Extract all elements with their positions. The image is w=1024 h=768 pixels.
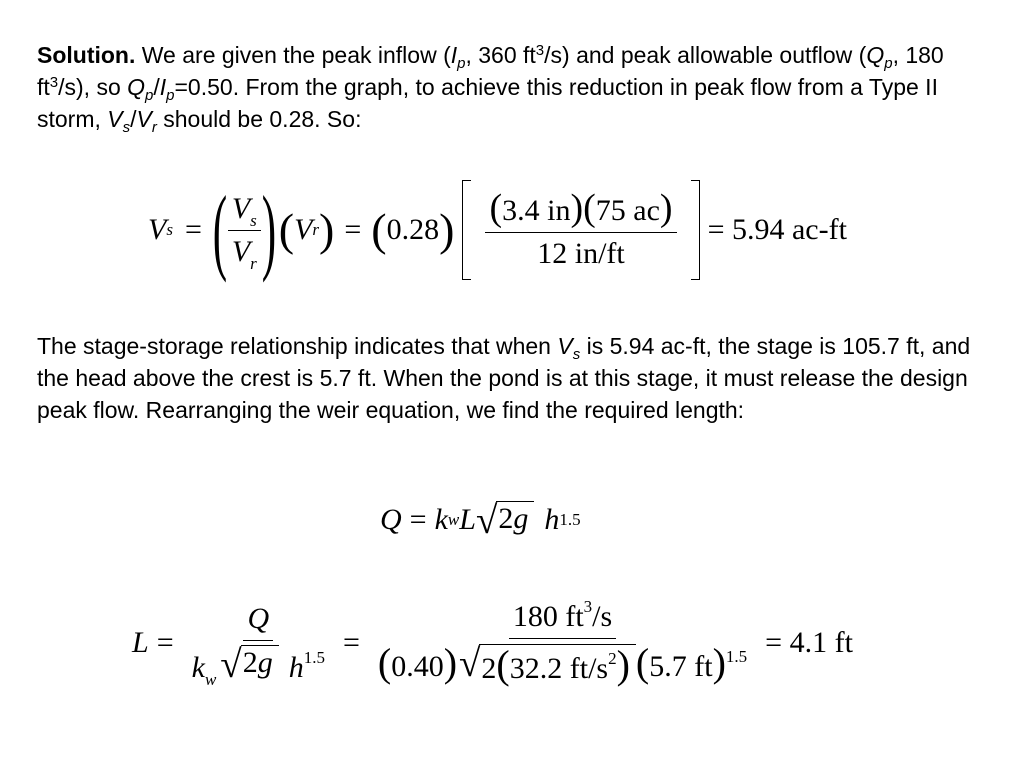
head-symbol: h — [544, 503, 560, 536]
equals-sign: = — [184, 213, 202, 246]
design-flow: 180 ft — [512, 600, 584, 633]
subscript-s: s — [122, 119, 131, 136]
symbol-i: I — [450, 42, 458, 68]
right-paren: ) — [261, 176, 276, 283]
left-paren: ( — [371, 204, 387, 255]
ratio-numerator-sub: s — [250, 210, 257, 230]
right-bracket — [691, 180, 700, 280]
exponent: 1.5 — [303, 647, 325, 667]
numeric-fraction: 180 $ft^3/s$ (0.40) √ 2(32.2 $ft/s^2$) (5.7 ft)$^{1.5}$ — [377, 597, 748, 687]
superscript-3: 3 — [535, 42, 545, 59]
text-segment: =0.50. From the graph, to achieve this reduction in peak flow from a Type II storm, — [37, 74, 938, 132]
text-segment: /s), so — [58, 74, 128, 100]
subscript-s: s — [572, 346, 581, 363]
symbol-q: Q — [127, 74, 146, 100]
slash: / — [130, 106, 137, 132]
length-equation — [132, 588, 853, 698]
head-value: 5.7 ft — [649, 650, 713, 683]
drainage-area: 75 ac — [595, 194, 660, 227]
text-segment: The stage-storage relationship indicates that when — [37, 333, 558, 359]
storage-volume-equation: V s = ( $\frac{V_s}{V_r}$ ) ( V r ) = ( 0.28 ) $\frac{(3.4 in)(75 ac)}{12 in/ft}$ = 5.94 ac-ft — [148, 176, 847, 283]
weir-coefficient: k — [434, 503, 448, 536]
eq1-lhs: V — [148, 213, 167, 246]
flow-symbol: Q — [243, 602, 273, 641]
text-segment: , 360 ft — [465, 42, 536, 68]
root-two: 2 — [481, 652, 497, 685]
weir-equation: Q = k w L √ 2g h 1.5 — [380, 498, 581, 542]
subscript-p: p — [884, 55, 893, 72]
solution-paragraph — [37, 39, 997, 135]
eq1-vr: V — [294, 213, 313, 246]
subscript-r: r — [151, 119, 157, 136]
weir-coefficient-value: 0.40 — [391, 650, 444, 683]
exponent: 1.5 — [725, 647, 748, 666]
equals-sign: = — [409, 503, 427, 536]
equals-sign: = — [156, 626, 174, 659]
ratio-value: 0.28 — [386, 213, 440, 246]
symbol-i: I — [159, 74, 167, 100]
symbol-v: V — [107, 106, 123, 132]
storage-result: = 5.94 ac-ft — [707, 213, 847, 246]
exponent: 2 — [608, 649, 617, 668]
slash: / — [153, 74, 160, 100]
ratio-fraction — [228, 191, 261, 273]
equals-sign: = — [344, 213, 362, 246]
length-symbol: L — [132, 626, 149, 659]
weir-coefficient: k — [191, 650, 205, 684]
symbol-v: V — [557, 333, 573, 359]
left-bracket — [462, 180, 471, 280]
text-segment: We are given the peak inflow ( — [135, 42, 451, 68]
gravity-symbol: g — [513, 501, 529, 535]
symbol-v: V — [136, 106, 152, 132]
text-segment: should be 0.28. So: — [156, 106, 362, 132]
text-segment: is 5.94 ac-ft, the stage is 105.7 ft, and the head above the crest is 5.7 ft. When the pond is at this stage, it must release the design peak flow. Rearranging the weir equation, we find the required length: — [37, 333, 971, 423]
flow-units: /s — [592, 600, 613, 633]
length-symbol: L — [459, 503, 476, 536]
subscript-p: p — [166, 87, 175, 104]
equals-sign: = — [342, 626, 360, 659]
subscript-p: p — [457, 55, 466, 72]
text-segment: , 180 ft — [37, 42, 944, 100]
root-two: 2 — [242, 645, 258, 679]
volume-fraction: $\frac{(3.4 in)(75 ac)}{12 in/ft}$ — [485, 189, 676, 271]
right-paren: ) — [319, 204, 335, 255]
left-paren: ( — [278, 204, 295, 255]
unit-conversion: 12 in/ft — [537, 237, 625, 270]
head-symbol: h — [288, 650, 304, 684]
solution-label: Solution. — [37, 42, 136, 68]
gravity-symbol: g — [257, 645, 273, 679]
root-two: 2 — [498, 501, 514, 535]
ratio-numerator: V — [231, 191, 251, 225]
flow-symbol: Q — [380, 503, 402, 536]
square-root: √ 2g — [476, 501, 534, 540]
text-segment: /s) and peak allowable outflow ( — [544, 42, 867, 68]
weir-coefficient-sub: w — [204, 669, 217, 689]
ratio-denominator: V — [231, 234, 251, 268]
stage-storage-paragraph — [37, 330, 997, 426]
rainfall-depth: 3.4 in — [502, 194, 571, 227]
length-result: = 4.1 ft — [765, 626, 853, 659]
superscript-3: 3 — [49, 74, 59, 91]
ratio-denominator-sub: r — [250, 253, 257, 273]
exponent: 3 — [583, 597, 593, 616]
symbol-q: Q — [866, 42, 885, 68]
left-paren: ( — [212, 176, 228, 283]
right-paren: ) — [439, 204, 455, 255]
subscript-p: p — [145, 87, 154, 104]
symbolic-fraction: Q $k_w$ √ 2g $h^{1.5}$ — [191, 601, 325, 689]
gravity-value: 32.2 ft/s — [509, 652, 609, 685]
